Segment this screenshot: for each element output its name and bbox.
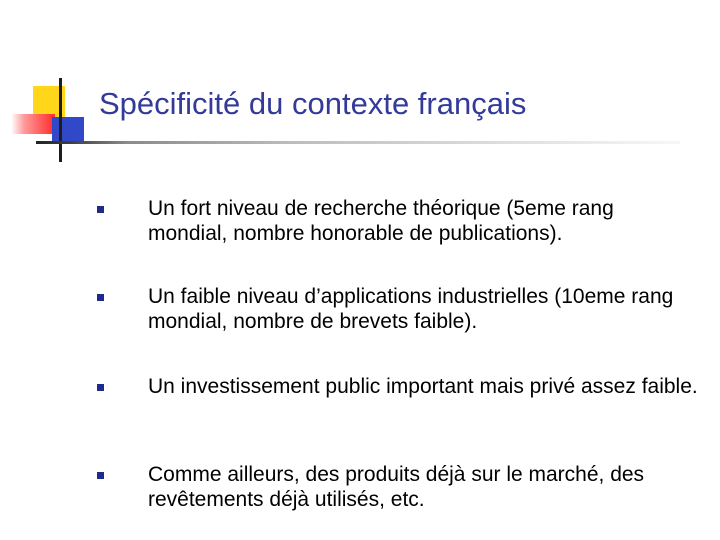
bullet-text: Un investissement public important mais privé assez faible. bbox=[148, 375, 698, 398]
square-bullet-icon bbox=[97, 472, 104, 479]
logo-red-bar bbox=[11, 114, 55, 134]
logo-blue-square bbox=[52, 117, 84, 143]
square-bullet-icon bbox=[97, 294, 104, 301]
bullet-text: Un fort niveau de recherche théorique (5eme rang mondial, nombre honorable de publications). bbox=[148, 197, 614, 245]
square-bullet-icon bbox=[97, 206, 104, 213]
title-underline bbox=[36, 141, 680, 144]
logo-vertical-line bbox=[59, 78, 62, 162]
bullet-text: Comme ailleurs, des produits déjà sur le marché, des revêtements déjà utilisés, etc. bbox=[148, 463, 645, 511]
slide-title: Spécificité du contexte français bbox=[99, 86, 527, 121]
bullet-text: Un faible niveau d’applications industrielles (10eme rang mondial, nombre de brevets faible). bbox=[148, 285, 674, 333]
square-bullet-icon bbox=[97, 384, 104, 391]
